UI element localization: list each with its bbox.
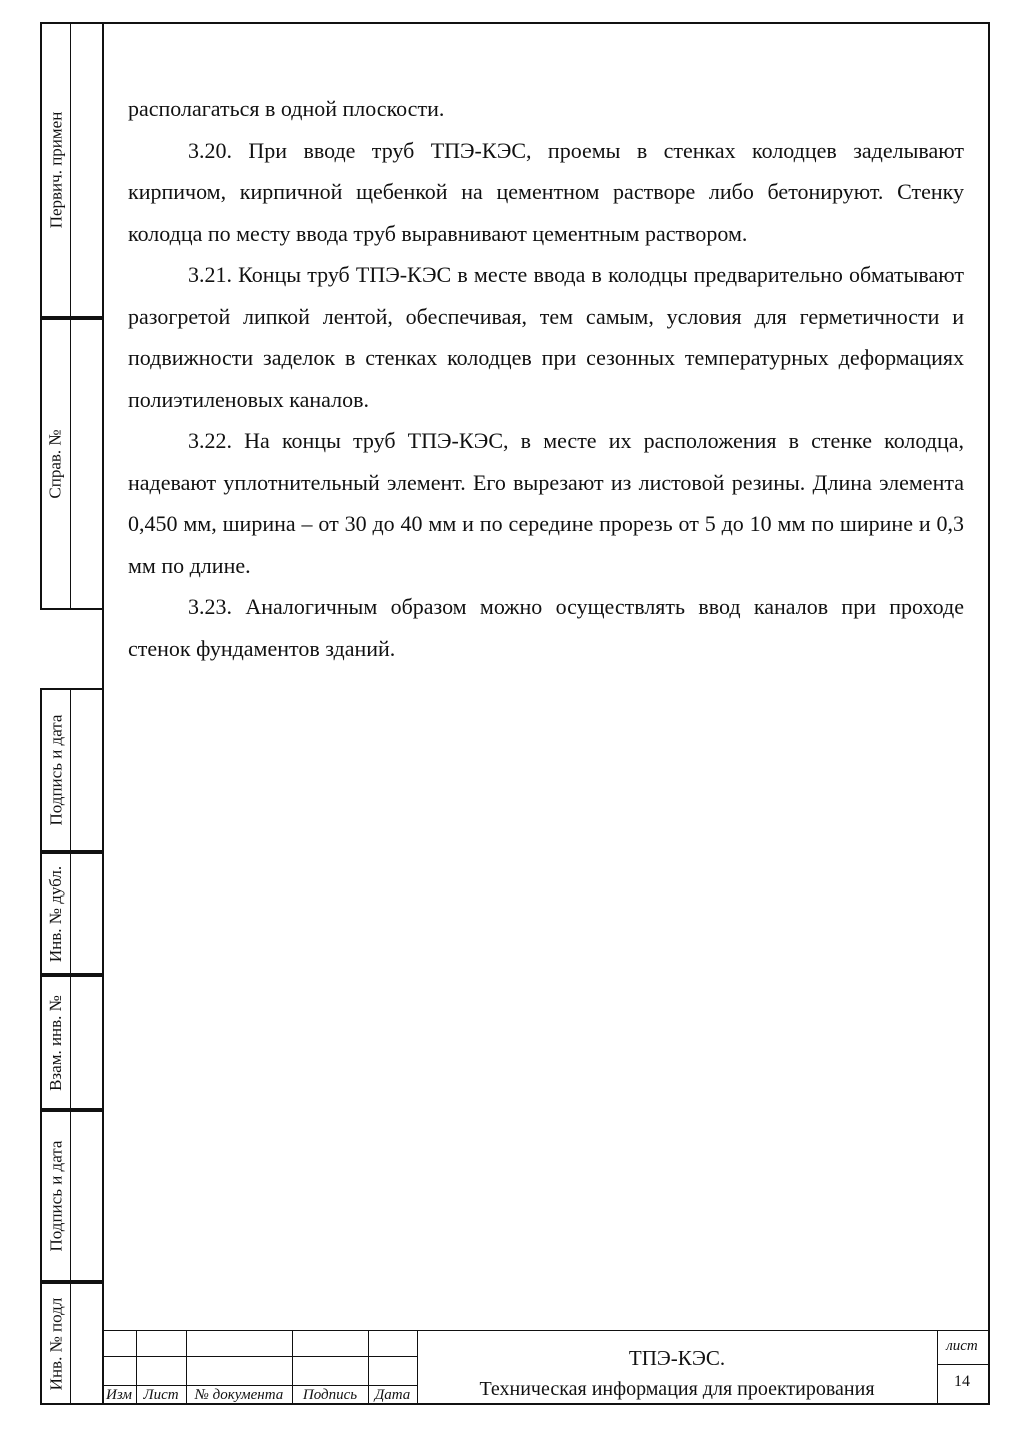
sheet-number: 14: [954, 1373, 970, 1390]
stamp-duplicate-inv-label: Инв. № дубл.: [46, 865, 66, 962]
stamp-replacement-inv-label: Взам. инв. №: [46, 994, 65, 1091]
paragraph-3-20: 3.20. При вводе труб ТПЭ-КЭС, проемы в стенках колодцев заделывают кирпичом, кирпичной щебенкой на цементном растворе либо бетонируют. Стенку колодца по месту ввода труб выравнивают цементным раствором.: [128, 137, 964, 246]
paragraph-3-21: 3.21. Концы труб ТПЭ-КЭС в месте ввода в колодцы предварительно обматывают разогретой липкой лентой, обеспечивая, тем самым, условия для герметичности и подвижности заделок в стенках колодцев при сезонных температурных деформациях полиэтиленовых каналов.: [128, 262, 964, 412]
stamp-signature-date-2-label: Подпись и дата: [46, 1140, 65, 1252]
stamp-signature-date-1: [40, 688, 102, 852]
stamp-original-inv-label: Инв. № подл: [46, 1297, 65, 1390]
paragraph: располагаться в одной плоскости.: [128, 96, 445, 121]
paragraph-3-23: 3.23. Аналогичным образом можно осуществлять ввод каналов при проходе стенок фундаментов зданий.: [128, 594, 964, 661]
header-izm: Изм: [106, 1387, 132, 1403]
stamp-original-inv: [40, 1282, 102, 1405]
title-block: [102, 1330, 990, 1405]
stamp-replacement-inv: [40, 975, 102, 1110]
document-body: [128, 88, 964, 669]
stamp-applicability: [40, 22, 102, 318]
stamp-duplicate-inv: [40, 852, 102, 975]
document-title: Техническая информация для проектирования: [479, 1378, 875, 1400]
stamp-signature-date-1-label: Подпись и дата: [46, 714, 65, 826]
stamp-applicability-label: Перв​ич. примен: [46, 111, 65, 229]
sheet-label: лист: [946, 1338, 978, 1354]
document-code: ТПЭ-КЭС.: [628, 1346, 726, 1370]
paragraph-3-22: 3.22. На концы труб ТПЭ-КЭС, в месте их расположения в стенке колодца, надевают уплотнительный элемент. Его вырезают из листовой резины. Длина элемента 0,450 мм, ширина – от 30 до 40 мм и по середине прорезь от 5 до 10 мм по ширине и 0,3 мм по длине.: [128, 428, 964, 578]
header-list: Лист: [143, 1387, 179, 1403]
stamp-signature-date-2: [40, 1110, 102, 1282]
stamp-reference-label: Справ. №: [46, 429, 66, 499]
header-date: Дата: [374, 1387, 411, 1403]
header-signature: Подпись: [302, 1387, 358, 1403]
stamp-reference: [40, 318, 102, 610]
header-doc-num: № документа: [194, 1387, 284, 1403]
